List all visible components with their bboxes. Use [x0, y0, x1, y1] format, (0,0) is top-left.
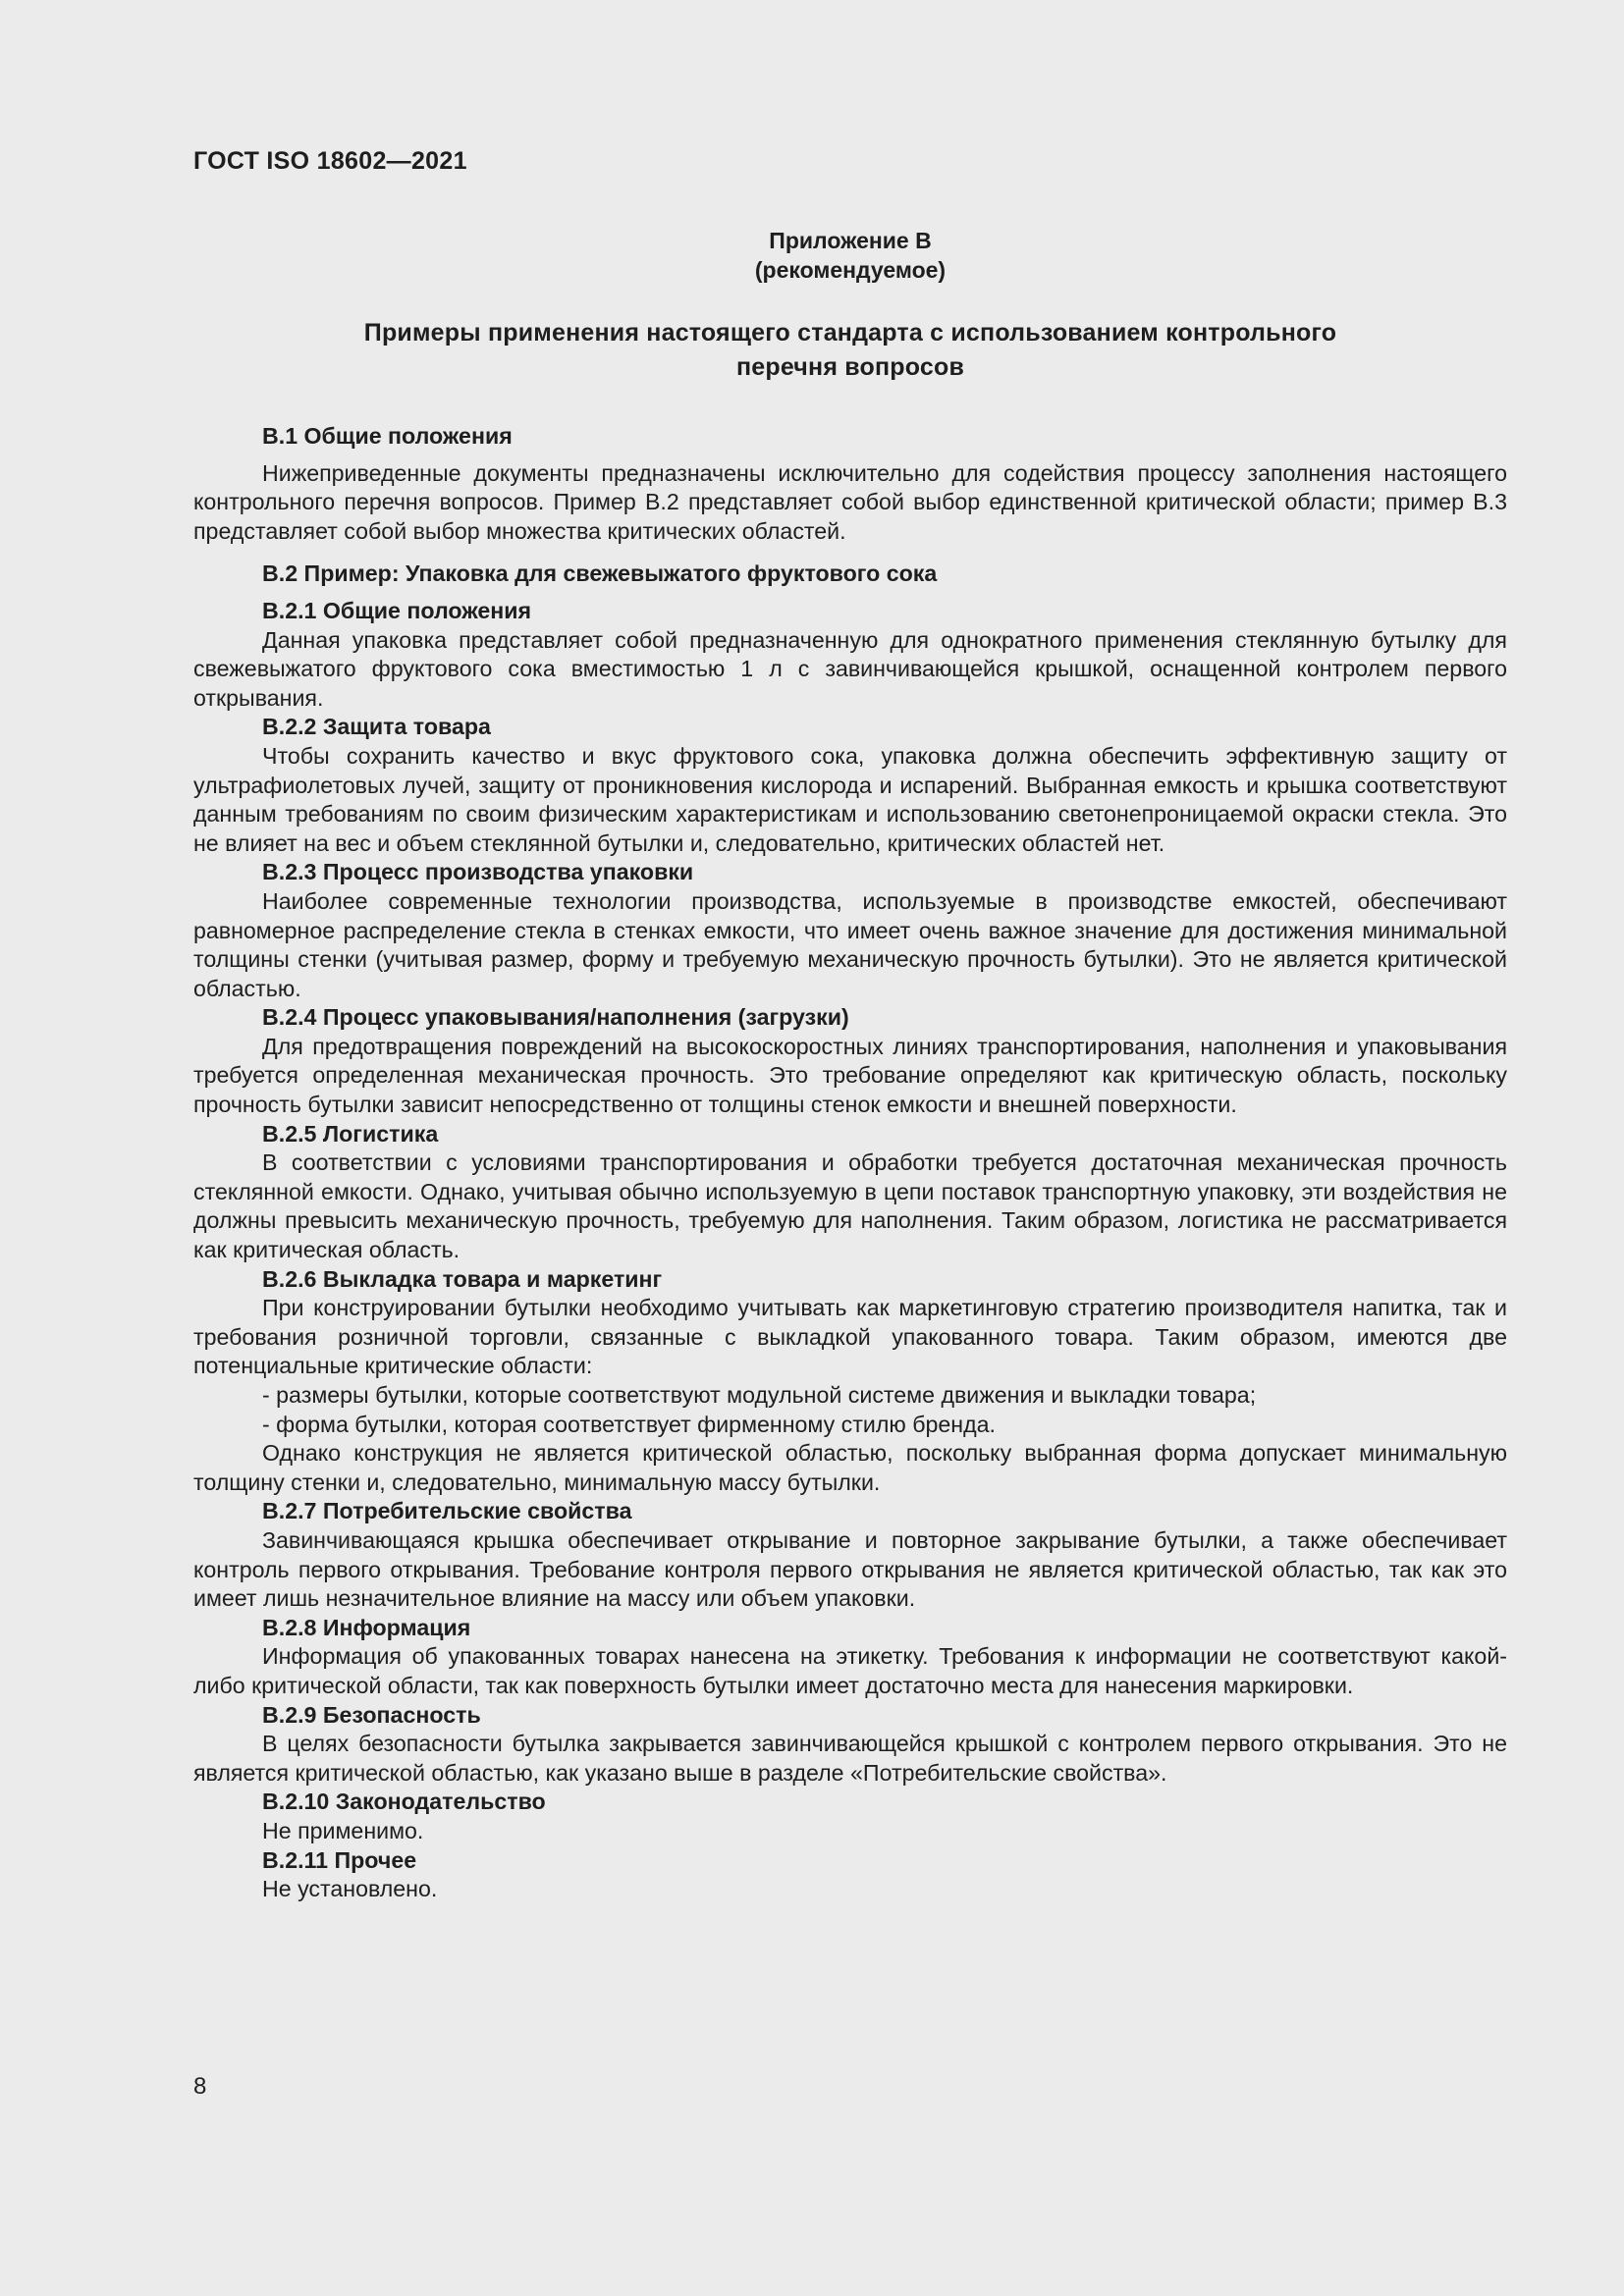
paragraph: Наиболее современные технологии производства, используемые в производстве емкостей, обеспечивают равномерное распределение стекла в стенках емкости, что имеет очень важное значение для достижения минимальной толщины стенки (учитывая размер, форму и требуемую механическую прочность бутылки). Это не является критической областью.: [193, 887, 1507, 1001]
subsection-heading: В.2.11 Прочее: [262, 1846, 417, 1873]
annex-heading: [193, 226, 1507, 285]
subsection-heading: В.2.3 Процесс производства упаковки: [262, 859, 694, 885]
paragraph: Завинчивающаяся крышка обеспечивает открывание и повторное закрывание бутылки, а также обеспечивает контроль первого открывания. Требование контроля первого открывания не является критической областью, так как это имеет лишь незначительное влияние на массу или объем упаковки.: [193, 1526, 1507, 1612]
subsection-heading: В.2.4 Процесс упаковывания/наполнения (загрузки): [262, 1004, 849, 1031]
subsection-heading: В.2.6 Выкладка товара и маркетинг: [262, 1265, 663, 1292]
paragraph: Для предотвращения повреждений на высокоскоростных линиях транспортирования, наполнения и упаковывания требуется определенная механическая прочность. Это требование определяют как критическую область, поскольку прочность бутылки зависит непосредственно от толщины стенок емкости и внешней поверхности.: [193, 1033, 1507, 1118]
standard-header: ГОСТ ISO 18602—2021: [193, 147, 467, 175]
subsection-heading: В.2.9 Безопасность: [262, 1701, 481, 1728]
subsection-heading: В.2.8 Информация: [262, 1614, 471, 1640]
list-item: - форма бутылки, которая соответствует фирменному стилю бренда.: [262, 1411, 996, 1437]
paragraph: Информация об упакованных товарах нанесена на этикетку. Требования к информации не соответствуют какой-либо критической области, так как поверхность бутылки имеет достаточно места для нанесения маркировки.: [193, 1643, 1507, 1698]
subsection-heading: В.2.7 Потребительские свойства: [262, 1498, 632, 1524]
annex-status: (рекомендуемое): [754, 257, 947, 283]
section-heading: В.2 Пример: Упаковка для свежевыжатого фруктового сока: [262, 561, 938, 587]
page-title: [193, 316, 1507, 385]
subsection-heading: В.2.10 Законодательство: [262, 1789, 546, 1815]
paragraph: При конструировании бутылки необходимо учитывать как маркетинговую стратегию производителя напитка, так и требования розничной торговли, связанные с выкладкой упакованного товара. Таким образом, имеются две потенциальные критические области:: [193, 1295, 1507, 1379]
paragraph: Не установлено.: [262, 1876, 438, 1902]
subsection-heading: В.2.2 Защита товара: [262, 714, 491, 740]
paragraph: Однако конструкция не является критической областью, поскольку выбранная форма допускает минимальную толщину стенки и, следовательно, минимальную массу бутылки.: [193, 1440, 1507, 1495]
paragraph: Нижеприведенные документы предназначены исключительно для содействия процессу заполнения настоящего контрольного перечня вопросов. Пример В.2 представляет собой выбор единственной критической области; пример В.3 представляет собой выбор множества критических областей.: [193, 459, 1507, 544]
page-title-line1: Примеры применения настоящего стандарта с использованием контрольного: [363, 319, 1337, 347]
document-body: [193, 422, 1507, 1904]
paragraph: Данная упаковка представляет собой предназначенную для однократного применения стеклянную бутылку для свежевыжатого фруктового сока вместимостью 1 л с завинчивающейся крышкой, оснащенной контролем первого открывания.: [193, 626, 1507, 711]
paragraph: Не применимо.: [262, 1817, 424, 1843]
annex-label: Приложение В: [769, 228, 932, 253]
page-title-line2: перечня вопросов: [735, 353, 965, 381]
paragraph: В соответствии с условиями транспортирования и обработки требуется достаточная механическая прочность стеклянной емкости. Однако, учитывая обычно используемую в цепи поставок транспортную упаковку, эти воздействия не должны превысить механическую прочность, требуемую для наполнения. Таким образом, логистика не рассматривается как критическая область.: [193, 1149, 1507, 1263]
subsection-heading: В.2.1 Общие положения: [262, 597, 532, 623]
paragraph: Чтобы сохранить качество и вкус фруктового сока, упаковка должна обеспечить эффективную защиту от ультрафиолетовых лучей, защиту от проникновения кислорода и испарений. Выбранная емкость и крышка соответствуют данным требованиям по своим физическим характеристикам и использованию светонепроницаемой окраски стекла. Это не влияет на вес и объем стеклянной бутылки и, следовательно, критических областей нет.: [193, 742, 1507, 856]
page-number: 8: [193, 2073, 207, 2100]
list-item: - размеры бутылки, которые соответствуют модульной системе движения и выкладки товара;: [262, 1382, 1257, 1408]
subsection-heading: В.2.5 Логистика: [262, 1120, 439, 1147]
section-heading: В.1 Общие положения: [262, 423, 513, 449]
paragraph: В целях безопасности бутылка закрывается завинчивающейся крышкой с контролем первого открывания. Это не является критической областью, как указано выше в разделе «Потребительские свойства».: [193, 1731, 1507, 1786]
